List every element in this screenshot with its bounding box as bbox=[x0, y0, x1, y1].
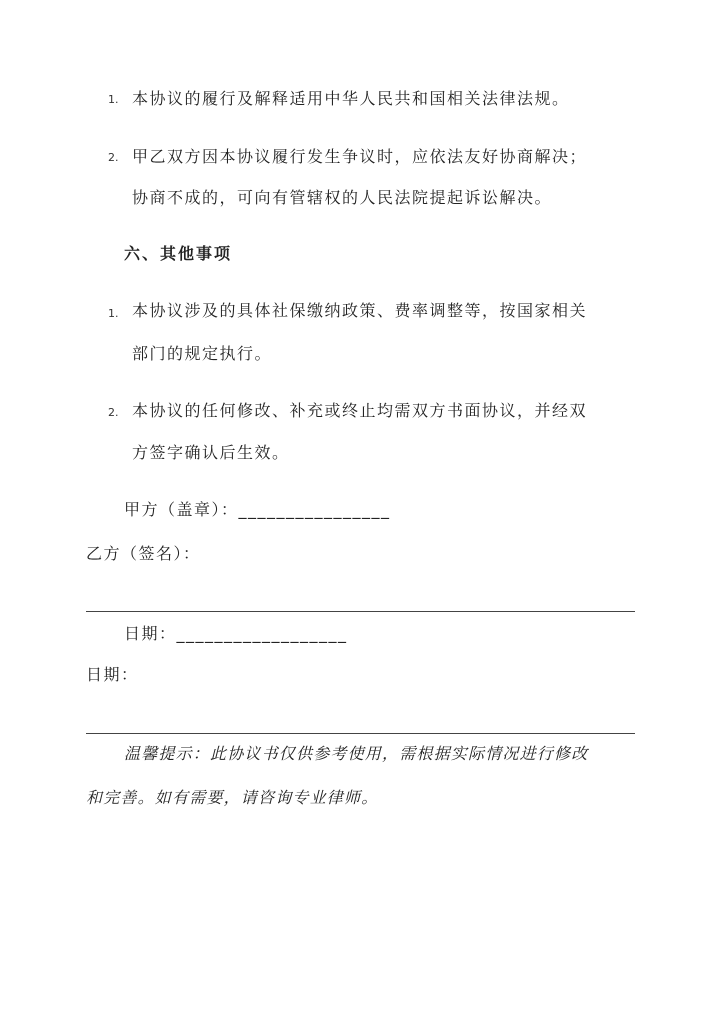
party-b-date: 日期： bbox=[86, 665, 139, 684]
party-b-signature: 乙方（签名）： bbox=[86, 544, 201, 563]
clause-text: 方签字确认后生效。 bbox=[132, 443, 290, 462]
clause-text: 部门的规定执行。 bbox=[132, 344, 273, 363]
list-number: 2. bbox=[108, 151, 119, 164]
list-number: 1. bbox=[108, 93, 119, 106]
section-heading: 六、其他事项 bbox=[124, 244, 233, 263]
party-a-signature: 甲方（盖章）：________________ bbox=[124, 500, 391, 519]
signature-line bbox=[86, 611, 635, 612]
note-text: 温馨提示：此协议书仅供参考使用，需根据实际情况进行修改 bbox=[124, 744, 589, 763]
list-number: 2. bbox=[108, 406, 119, 419]
clause-text: 协商不成的，可向有管辖权的人民法院提起诉讼解决。 bbox=[132, 188, 553, 207]
clause-text: 本协议的履行及解释适用中华人民共和国相关法律法规。 bbox=[132, 89, 570, 108]
note-text: 和完善。如有需要，请咨询专业律师。 bbox=[86, 788, 379, 807]
list-number: 1. bbox=[108, 307, 119, 320]
party-a-date: 日期：__________________ bbox=[124, 624, 348, 643]
clause-text: 本协议涉及的具体社保缴纳政策、费率调整等，按国家相关 bbox=[132, 301, 588, 320]
date-line bbox=[86, 733, 635, 734]
clause-text: 甲乙双方因本协议履行发生争议时，应依法友好协商解决； bbox=[132, 147, 588, 166]
clause-text: 本协议的任何修改、补充或终止均需双方书面协议，并经双 bbox=[132, 401, 588, 420]
